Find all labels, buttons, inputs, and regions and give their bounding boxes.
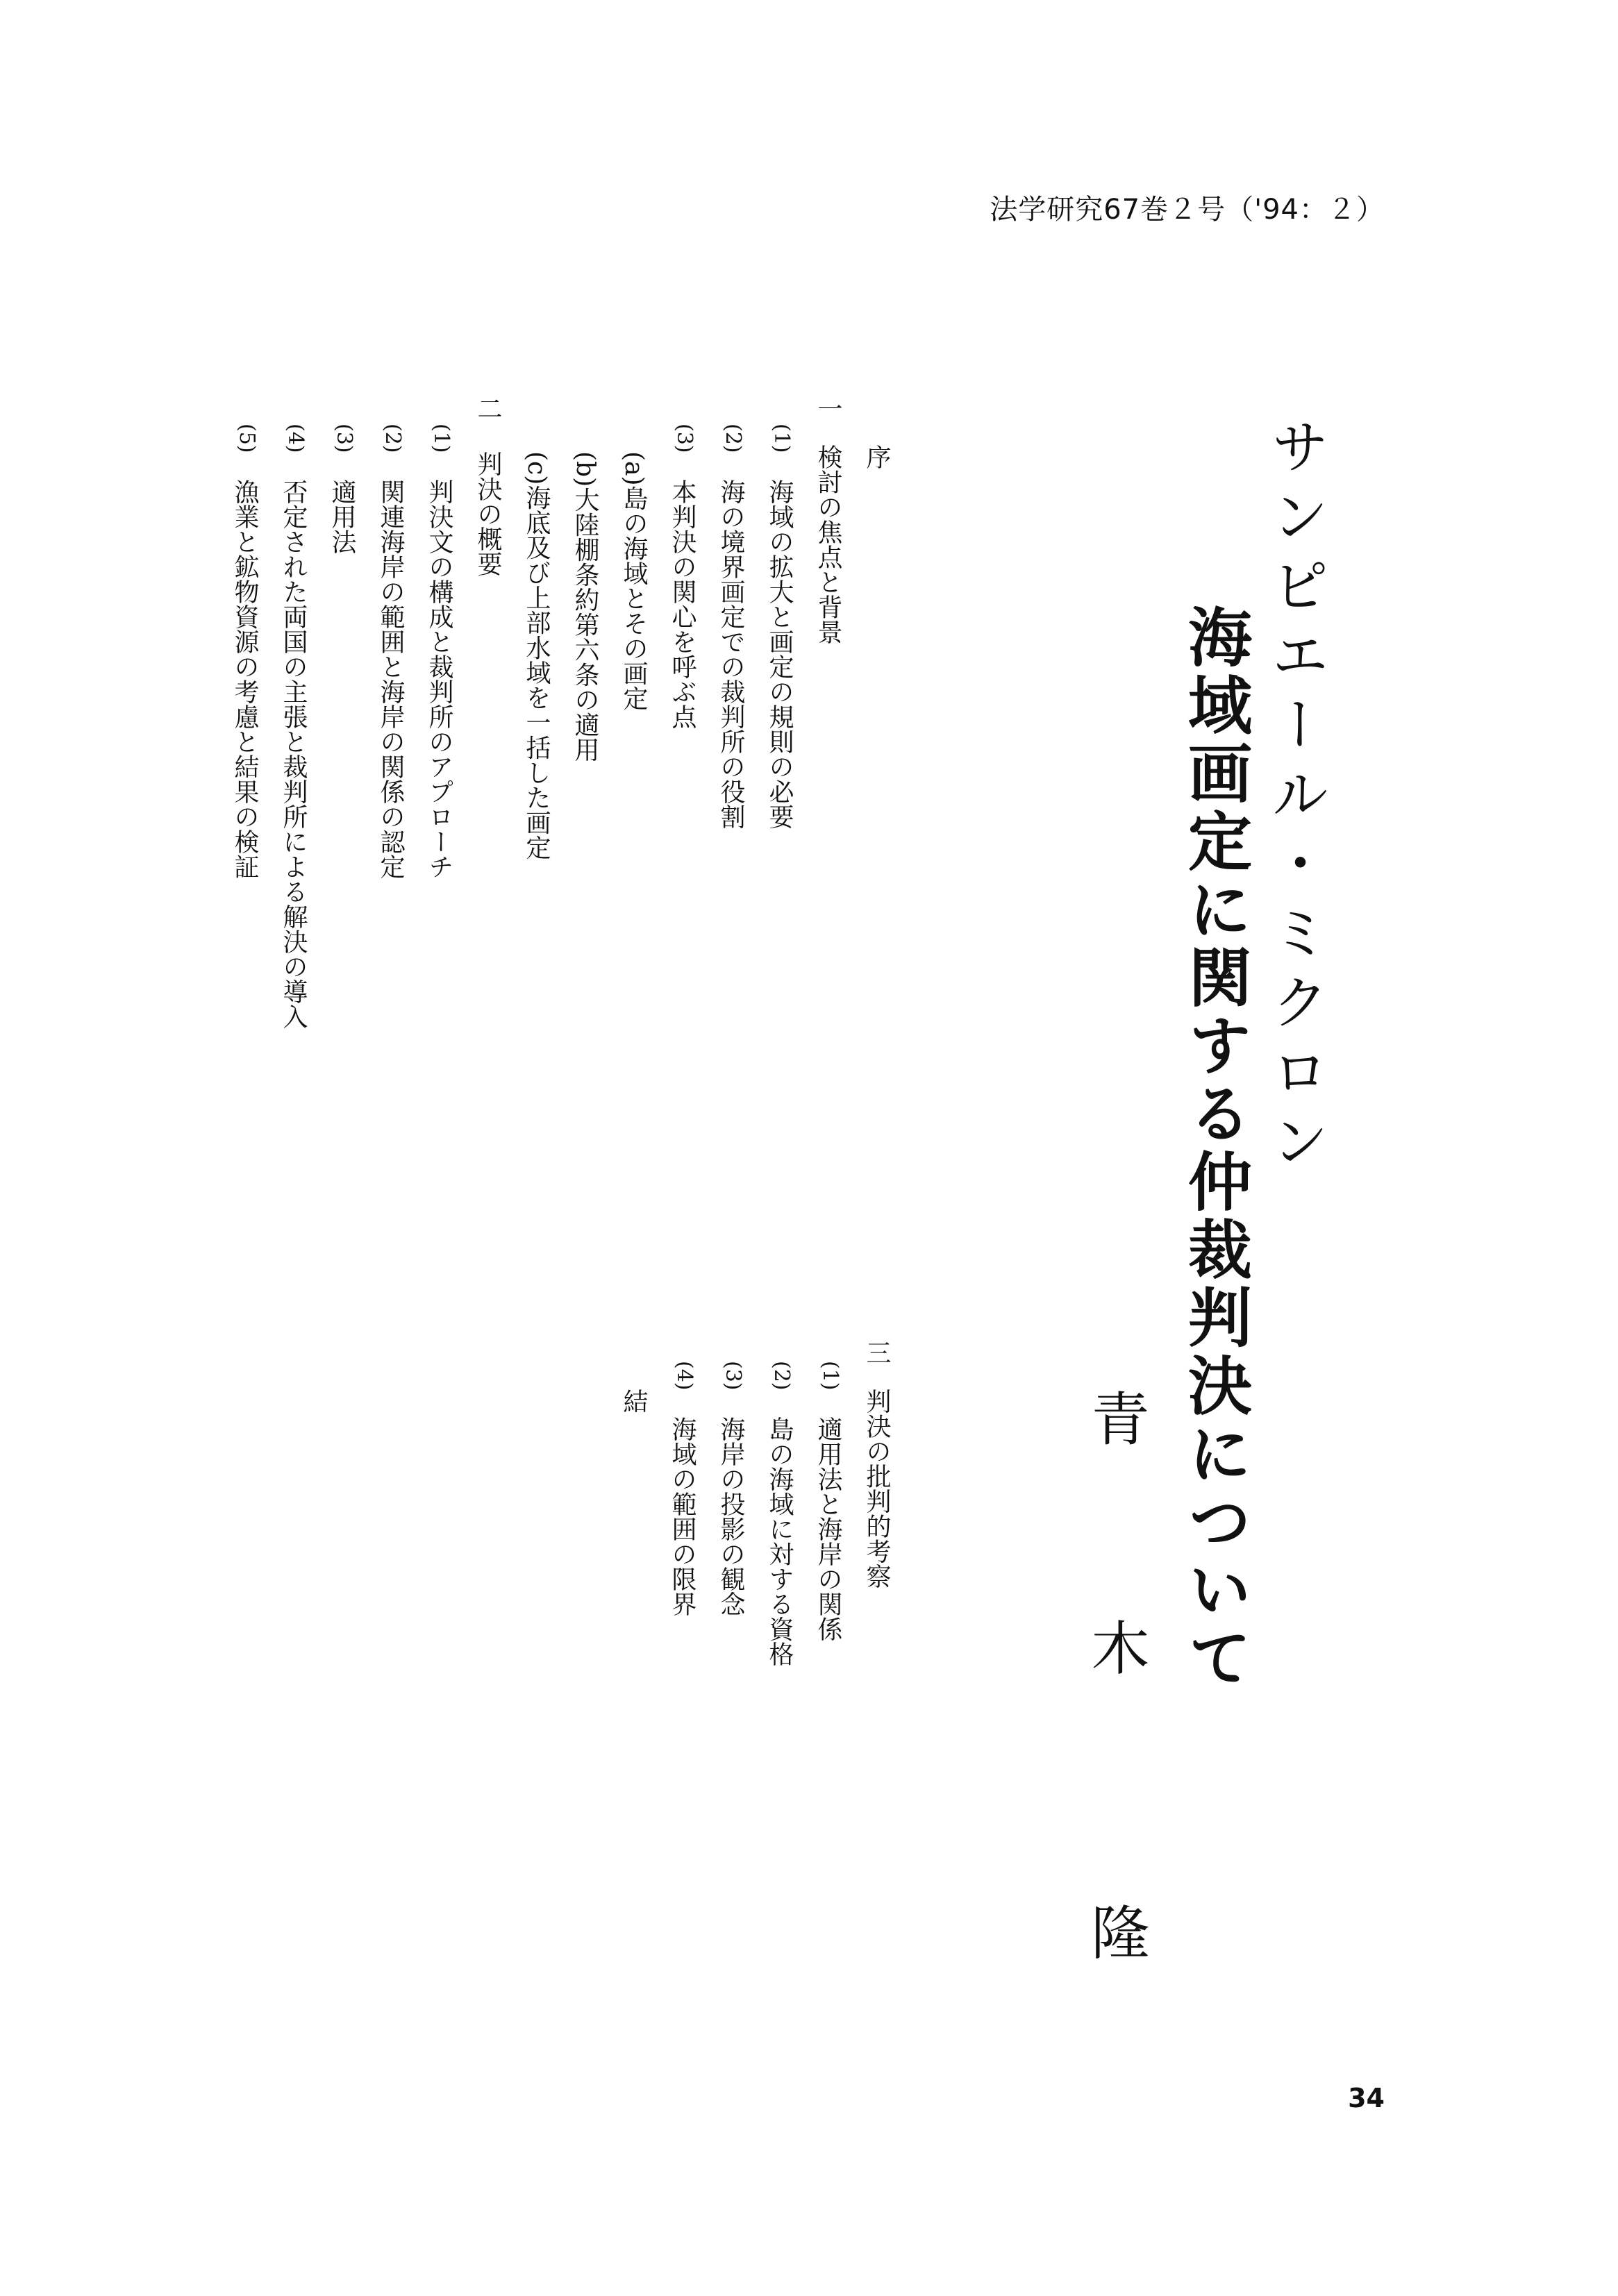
page-number: 34 [1348,2083,1385,2113]
journal-header: 法学研究67巻２号（'94：２） [990,194,1385,226]
author-name-char-1: 青 [1082,1389,1150,1447]
author-name-char-2: 木 [1082,1618,1150,1676]
article-title-line-1: サンピエール・ミクロン [1262,417,1330,1180]
table-of-contents: 序 一 検討の焦点と背景 (1) 海域の拡大と画定の規則の必要 (2) 海の境界画定での裁判所の役割 (3) 本判決の関心を呼ぶ点 (a)島の海域とその画定 (b)大陸棚条約第六条の適用 (c)海底及び上部水域を一括した画定 二 判決の概要 (1) 判決文の構成と裁判所のアプローチ (2) 関連海岸の範囲と海岸の関係の認定 (3) 適用法 (4) 否定された両国の主張と裁判所による解決の導入 (5) 漁業と鉱物資源の考慮と結果の検証 三 判決の批判的考察 (1) 適用法と海岸の関係 (2) 島の海域に対する資格 (3) 海岸の投影の観念 (4) 海域の範囲の限界 結 [231,396,891,1666]
article-title-line-2: 海域画定に関する仲裁判決について [1178,604,1253,1693]
author-name-char-3: 隆 [1082,1902,1150,1961]
